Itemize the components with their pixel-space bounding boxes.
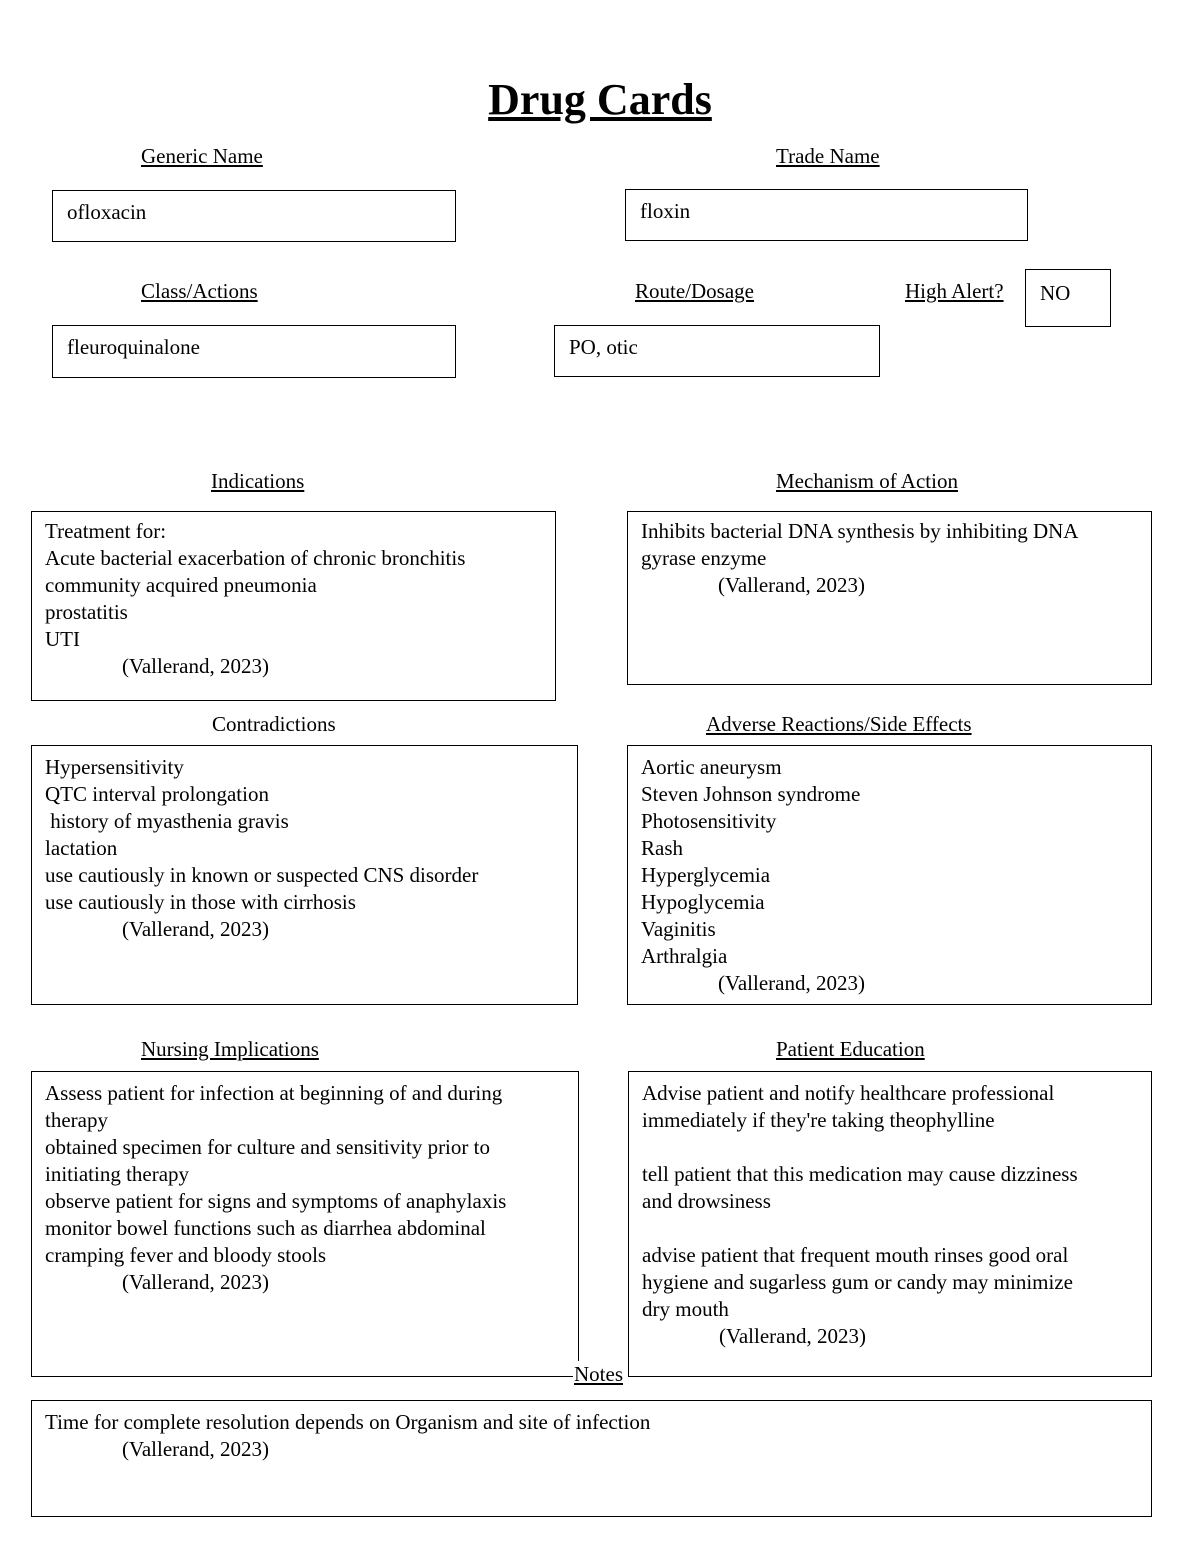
contradictions-box[interactable]: [31, 745, 578, 1005]
contradictions-line: QTC interval prolongation: [45, 782, 269, 806]
education-box[interactable]: [628, 1071, 1152, 1377]
education-line: and drowsiness: [642, 1189, 771, 1213]
education-blank-line: [642, 1215, 1138, 1242]
page-title: Drug Cards: [488, 75, 712, 124]
education-line: hygiene and sugarless gum or candy may minimize: [642, 1270, 1073, 1294]
contradictions-line: lactation: [45, 836, 118, 860]
nursing-citation: (Vallerand, 2023): [122, 1270, 269, 1294]
contradictions-label: Contradictions: [212, 712, 336, 736]
education-line: Advise patient and notify healthcare professional: [642, 1081, 1055, 1105]
education-blank-line: [642, 1134, 1138, 1161]
education-line: immediately if they're taking theophylline: [642, 1108, 995, 1132]
nursing-line: observe patient for signs and symptoms of anaphylaxis: [45, 1189, 507, 1213]
adverse-line: Hypoglycemia: [641, 890, 765, 914]
class-actions-value: fleuroquinalone: [67, 335, 200, 359]
route-dosage-label: Route/Dosage: [635, 279, 754, 303]
indications-line: Treatment for:: [45, 519, 167, 543]
adverse-line: Aortic aneurysm: [641, 755, 782, 779]
adverse-box[interactable]: [627, 745, 1152, 1005]
mechanism-line: Inhibits bacterial DNA synthesis by inhibiting DNA: [641, 519, 1079, 543]
adverse-label: Adverse Reactions/Side Effects: [706, 712, 972, 736]
adverse-line: Rash: [641, 836, 683, 860]
nursing-line: cramping fever and bloody stools: [45, 1243, 327, 1267]
notes-label: Notes: [574, 1362, 623, 1386]
nursing-label: Nursing Implications: [141, 1037, 319, 1061]
route-dosage-value: PO, otic: [569, 335, 638, 359]
contradictions-citation: (Vallerand, 2023): [122, 917, 269, 941]
contradictions-line: use cautiously in known or suspected CNS disorder: [45, 863, 479, 887]
class-actions-label: Class/Actions: [141, 279, 258, 303]
adverse-citation: (Vallerand, 2023): [718, 971, 865, 995]
indications-citation: (Vallerand, 2023): [122, 654, 269, 678]
indications-line: community acquired pneumonia: [45, 573, 317, 597]
education-line: tell patient that this medication may cause dizziness: [642, 1162, 1078, 1186]
adverse-line: Vaginitis: [641, 917, 716, 941]
indications-line: Acute bacterial exacerbation of chronic bronchitis: [45, 546, 466, 570]
nursing-line: Assess patient for infection at beginning of and during: [45, 1081, 503, 1105]
nursing-box[interactable]: [31, 1071, 579, 1377]
high-alert-field[interactable]: [1025, 269, 1111, 327]
contradictions-line: history of myasthenia gravis: [45, 809, 289, 833]
adverse-line: Photosensitivity: [641, 809, 777, 833]
indications-box[interactable]: [31, 511, 556, 701]
adverse-line: Hyperglycemia: [641, 863, 771, 887]
adverse-line: Steven Johnson syndrome: [641, 782, 861, 806]
generic-name-label: Generic Name: [141, 144, 263, 168]
nursing-line: monitor bowel functions such as diarrhea abdominal: [45, 1216, 486, 1240]
mechanism-box[interactable]: [627, 511, 1152, 685]
mechanism-line: gyrase enzyme: [641, 546, 767, 570]
generic-name-value: ofloxacin: [67, 200, 147, 224]
mechanism-citation: (Vallerand, 2023): [718, 573, 865, 597]
mechanism-label: Mechanism of Action: [776, 469, 958, 493]
route-dosage-field[interactable]: [554, 325, 880, 377]
notes-box[interactable]: [31, 1400, 1152, 1517]
contradictions-line: Hypersensitivity: [45, 755, 184, 779]
generic-name-field[interactable]: [52, 190, 456, 242]
indications-line: UTI: [45, 627, 80, 651]
trade-name-label: Trade Name: [776, 144, 880, 168]
high-alert-value: NO: [1040, 281, 1071, 305]
education-label: Patient Education: [776, 1037, 925, 1061]
contradictions-line: use cautiously in those with cirrhosis: [45, 890, 356, 914]
trade-name-field[interactable]: [625, 189, 1028, 241]
indications-line: prostatitis: [45, 600, 128, 624]
education-citation: (Vallerand, 2023): [719, 1324, 866, 1348]
adverse-line: Arthralgia: [641, 944, 728, 968]
high-alert-label: High Alert?: [905, 279, 1004, 303]
nursing-line: therapy: [45, 1108, 108, 1132]
education-line: advise patient that frequent mouth rinses good oral: [642, 1243, 1069, 1267]
class-actions-field[interactable]: [52, 325, 456, 378]
notes-line: Time for complete resolution depends on Organism and site of infection: [45, 1410, 651, 1434]
education-line: dry mouth: [642, 1297, 729, 1321]
indications-label: Indications: [211, 469, 305, 493]
notes-citation: (Vallerand, 2023): [122, 1437, 269, 1461]
nursing-line: initiating therapy: [45, 1162, 190, 1186]
trade-name-value: floxin: [640, 199, 691, 223]
nursing-line: obtained specimen for culture and sensitivity prior to: [45, 1135, 490, 1159]
